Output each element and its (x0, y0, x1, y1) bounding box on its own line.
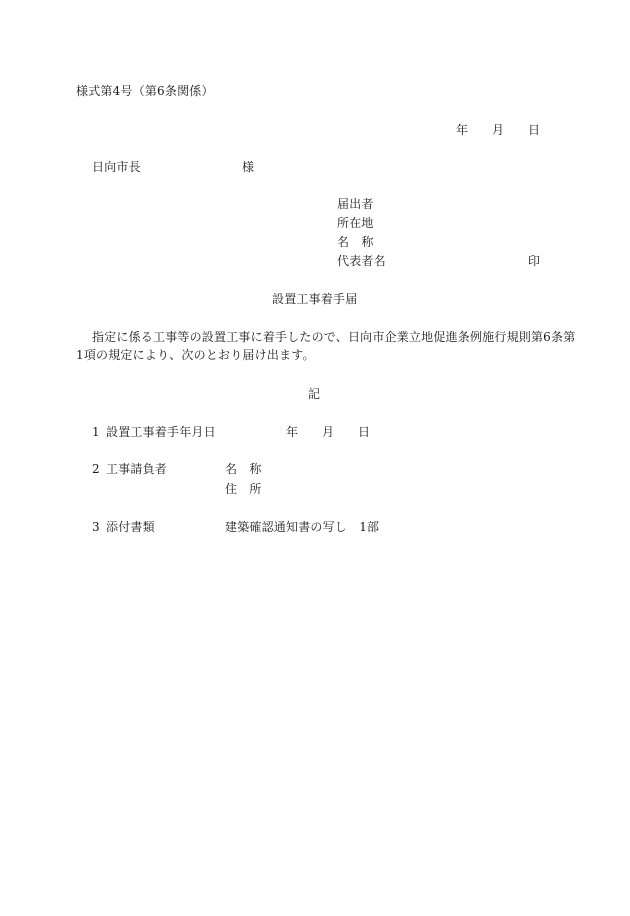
item-day-label: 日 (358, 425, 371, 439)
item-number: 3 (92, 520, 100, 534)
body-line: 1項の規定により、次のとおり届け出ます。 (76, 348, 315, 362)
contractor-address-label: 住 所 (225, 482, 262, 496)
date-year-label: 年 (456, 123, 469, 137)
body-line: 指定に係る工事等の設置工事に着手したので、日向市企業立地促進条例施行規則第6条第 (92, 330, 576, 344)
item-number: 1 (92, 425, 100, 439)
attachment-value: 建築確認通知書の写し 1部 (225, 520, 380, 534)
contractor-name-label: 名 称 (225, 462, 262, 476)
seal-mark: 印 (528, 254, 541, 268)
applicant-label: 届出者 (337, 197, 374, 211)
applicant-name-label: 名 称 (337, 235, 374, 249)
item-year-label: 年 (286, 425, 299, 439)
item-label: 工事請負者 (106, 462, 168, 476)
addressee-name: 日向市長 (92, 160, 141, 174)
applicant-representative: 代表者名 (337, 254, 386, 268)
item-month-label: 月 (322, 425, 335, 439)
ki-heading: 記 (308, 387, 321, 401)
date-month-label: 月 (492, 123, 505, 137)
form-number: 様式第4号（第6条関係） (76, 84, 214, 98)
document-title: 設置工事着手届 (272, 292, 358, 306)
item-label: 設置工事着手年月日 (106, 425, 216, 439)
item-label: 添付書類 (106, 520, 155, 534)
addressee-honorific: 様 (242, 160, 255, 174)
item-number: 2 (92, 462, 100, 476)
applicant-address-label: 所在地 (337, 216, 374, 230)
date-day-label: 日 (528, 123, 541, 137)
